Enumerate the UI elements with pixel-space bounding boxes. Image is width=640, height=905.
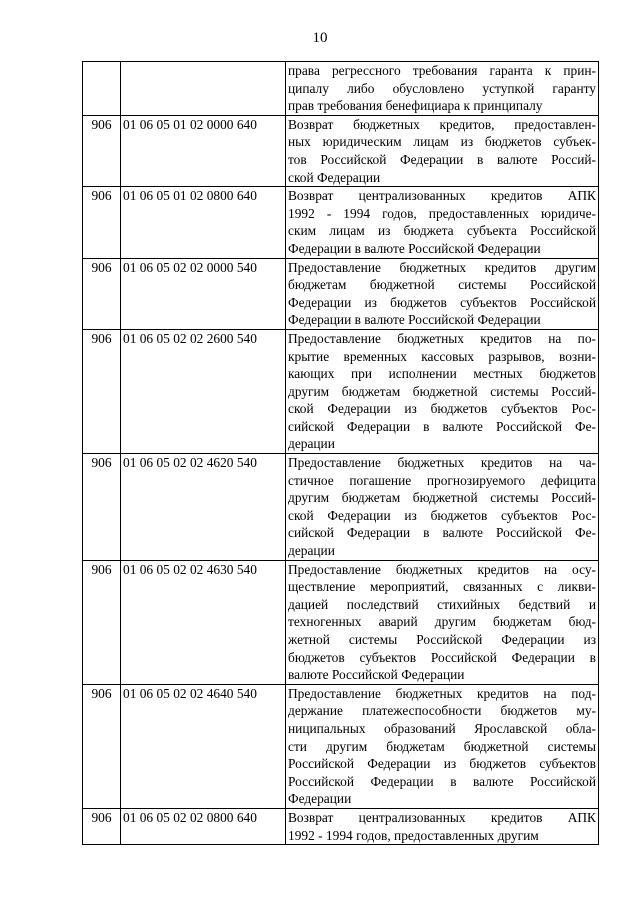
description-cell	[286, 808, 599, 844]
table-row	[83, 258, 599, 329]
table-row	[83, 115, 599, 186]
description-cell	[286, 258, 599, 329]
classification-code-cell: 01 06 05 01 02 0800 640	[121, 187, 286, 258]
description-line: Предоставление бюджетных кредитов другим	[288, 259, 596, 275]
description-line: Федерации в валюте Российской Федерации	[288, 240, 541, 256]
classification-code-cell: 01 06 05 02 02 0000 540	[121, 258, 286, 329]
description-line: жетной системы Российской Федерации из	[288, 632, 596, 647]
description-line: Предоставление бюджетных кредитов на по-	[288, 330, 596, 346]
description-line: 1992 - 1994 годов, предоставленных юридиче-	[288, 205, 596, 221]
admin-code-cell: 906	[83, 454, 121, 561]
description-line: ных юридическим лицам из бюджетов субъек-	[288, 134, 596, 150]
description-line: ществление мероприятий, связанных с ликви-	[288, 579, 596, 595]
description-line: Федерации из бюджетов субъектов Российской	[288, 294, 596, 310]
page-number: 10	[312, 30, 328, 46]
description-cell	[286, 454, 599, 561]
description-line: сийской Федерации в валюте Российской Фе-	[288, 525, 596, 541]
description-line: держание платежеспособности бюджетов му-	[288, 703, 596, 719]
description-line: техногенных аварий другим бюджетам бюд-	[288, 614, 596, 630]
description-line: крытие временных кассовых разрывов, возни-	[288, 348, 596, 364]
classification-code-cell: 01 06 05 02 02 4620 540	[121, 454, 286, 561]
description-cell	[286, 115, 599, 186]
description-line: сти другим бюджетам бюджетной системы	[288, 738, 596, 754]
table-body	[83, 62, 599, 845]
description-line: Предоставление бюджетных кредитов на ча-	[288, 455, 596, 471]
classification-code-cell: 01 06 05 02 02 0800 640	[121, 808, 286, 844]
table-row	[83, 808, 599, 844]
admin-code-cell: 906	[83, 187, 121, 258]
description-cell	[286, 560, 599, 684]
admin-code-cell: 906	[83, 329, 121, 453]
description-line: тов Российской Федерации в валюте Россий-	[288, 151, 596, 167]
admin-code-cell	[83, 62, 121, 116]
description-line: дацией последствий стихийных бедствий и	[288, 596, 596, 612]
description-cell	[286, 329, 599, 453]
description-line: Возврат централизованных кредитов АПК	[288, 188, 596, 204]
classification-code-cell: 01 06 05 02 02 2600 540	[121, 329, 286, 453]
table-row	[83, 684, 599, 808]
description-line: права регрессного требования гаранта к прин-	[288, 63, 596, 78]
table-row	[83, 454, 599, 561]
description-line: 1992 - 1994 годов, предоставленных другим	[288, 827, 539, 843]
description-line: валюте Российской Федерации	[288, 667, 465, 683]
admin-code-cell: 906	[83, 115, 121, 186]
description-line: кающих при исполнении местных бюджетов	[288, 366, 596, 382]
description-line: Российской Федерации в валюте Российской	[288, 773, 596, 789]
description-line: другим бюджетам бюджетной системы Россий-	[288, 383, 596, 399]
admin-code-cell: 906	[83, 808, 121, 844]
description-line: другим бюджетам бюджетной системы Россий-	[288, 490, 596, 506]
table-row	[83, 187, 599, 258]
description-line: сийской Федерации в валюте Российской Фе-	[288, 418, 596, 434]
description-line: Возврат централизованных кредитов АПК	[288, 809, 596, 825]
description-line: ским лицам из бюджета субъекта Российской	[288, 223, 596, 239]
description-line: Федерации в валюте Российской Федерации	[288, 312, 541, 328]
admin-code-cell: 906	[83, 560, 121, 684]
description-line: ниципальных образований Ярославской обла-	[288, 720, 596, 736]
classification-code-cell: 01 06 05 02 02 4640 540	[121, 684, 286, 808]
description-line: прав требования бенефициара к принципалу	[288, 98, 543, 114]
description-cell	[286, 684, 599, 808]
table-row	[83, 329, 599, 453]
admin-code-cell: 906	[83, 684, 121, 808]
description-line: бюджетам бюджетной системы Российской	[288, 277, 596, 293]
description-line: Возврат бюджетных кредитов, предоставлен-	[288, 116, 596, 132]
description-line: ской Федерации	[288, 169, 381, 185]
classification-code-cell: 01 06 05 01 02 0000 640	[121, 115, 286, 186]
budget-classification-table	[82, 61, 599, 845]
description-line: дерации	[288, 543, 335, 559]
admin-code-cell: 906	[83, 258, 121, 329]
description-line: Предоставление бюджетных кредитов на под-	[288, 685, 596, 701]
table-row	[83, 560, 599, 684]
description-line: ской Федерации из бюджетов субъектов Рос-	[288, 507, 596, 523]
description-line: ской Федерации из бюджетов субъектов Рос-	[288, 401, 596, 417]
description-line: Предоставление бюджетных кредитов на осу-	[288, 561, 596, 577]
description-line: Федерации	[288, 791, 352, 807]
description-line: ципалу либо обусловлено уступкой гаранту	[288, 80, 596, 96]
classification-code-cell	[121, 62, 286, 116]
table-row	[83, 62, 599, 116]
description-line: стичное погашение прогнозируемого дефицита	[288, 472, 596, 488]
description-cell	[286, 187, 599, 258]
description-line: Российской Федерации из бюджетов субъектов	[288, 756, 596, 772]
description-line: бюджетов субъектов Российской Федерации в	[288, 649, 596, 665]
description-cell	[286, 62, 599, 116]
classification-code-cell: 01 06 05 02 02 4630 540	[121, 560, 286, 684]
description-line: дерации	[288, 436, 335, 452]
